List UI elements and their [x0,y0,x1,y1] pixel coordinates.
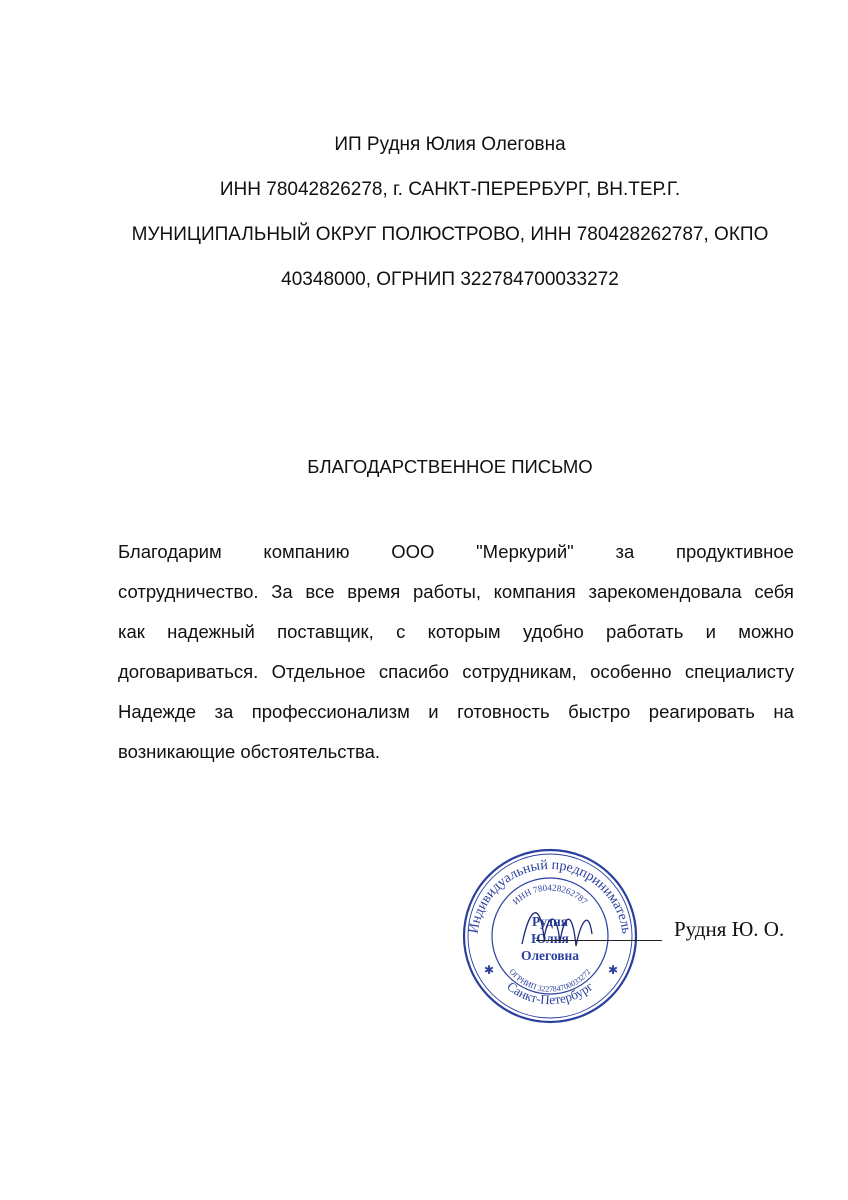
body-line [118,652,794,692]
signature-line [536,940,662,941]
body-word: реагировать [648,701,755,722]
body-word: работать [606,621,684,642]
body-word: компания [493,581,576,602]
body-word: сотрудникам, [462,661,577,682]
body-word: время [347,581,401,602]
seal-center-line: Рудня [531,914,569,929]
body-word: и [705,621,716,642]
letter-body [118,532,794,772]
seal-city-text: Санкт-Петербург [504,978,596,1008]
body-word: Надежде [118,701,196,722]
body-line [118,732,794,772]
signer-name: Рудня Ю. О. [674,917,785,941]
letterhead [110,122,790,302]
body-word: удобно [522,621,584,642]
body-word: сотрудничество. [118,581,259,602]
document-title: БЛАГОДАРСТВЕННОЕ ПИСЬМО [307,456,593,477]
letterhead-line-name: ИП Рудня Юлия Олеговна [334,134,566,155]
body-word: договариваться. [118,661,259,682]
body-word: готовность [457,701,550,722]
body-word: с [396,621,406,642]
body-word: как [118,621,145,642]
body-word: Отдельное [271,661,366,682]
seal-ogrnip-text: ОГРНИП 322784700033272 [507,967,593,994]
body-word: надежный [167,621,255,642]
body-word: можно [738,621,794,642]
body-word: профессионализм [251,701,410,722]
body-word: Благодарим [118,541,222,562]
letterhead-line-district: МУНИЦИПАЛЬНЫЙ ОКРУГ ПОЛЮСТРОВО, ИНН 780428262787, ОКПО [131,224,769,245]
body-word: специалисту [684,661,794,682]
body-word: спасибо [378,661,449,682]
body-word: "Меркурий" [476,541,574,562]
body-word: которым [427,621,501,642]
body-word: возникающие обстоятельства. [118,741,381,762]
company-seal [460,846,640,1026]
seal-center-line: Олеговна [520,948,580,963]
seal-star-right: ✱ [608,963,619,977]
body-word: за [615,541,635,562]
letterhead-line-okpo-ogrnip: 40348000, ОГРНИП 322784700033272 [281,269,619,290]
body-word: и [428,701,439,722]
body-line [118,612,794,652]
body-word: ООО [391,541,435,562]
body-line [118,532,794,572]
body-word: поставщик, [277,621,374,642]
letterhead-line-inn-city: ИНН 78042826278, г. САНКТ-ПЕРЕРБУРГ, ВН.ТЕР.Г. [219,179,681,200]
seal-star-left: ✱ [484,963,495,977]
body-word: на [773,701,794,722]
body-word: продуктивное [675,541,794,562]
body-word: быстро [568,701,631,722]
seal-outer-text: Индивидуальный предприниматель [466,857,634,935]
body-word: зарекомендовала [588,581,742,602]
body-line [118,692,794,732]
body-word: себя [754,581,794,602]
body-word: компанию [263,541,350,562]
body-word: За [271,581,293,602]
seal-inn-text: ИНН 780428262787 [510,882,590,907]
body-line [118,572,794,612]
body-word: особенно [590,661,672,682]
body-word: работы, [413,581,481,602]
seal-center-line: Юлия [531,931,569,946]
body-word: все [305,581,335,602]
body-word: за [214,701,234,722]
